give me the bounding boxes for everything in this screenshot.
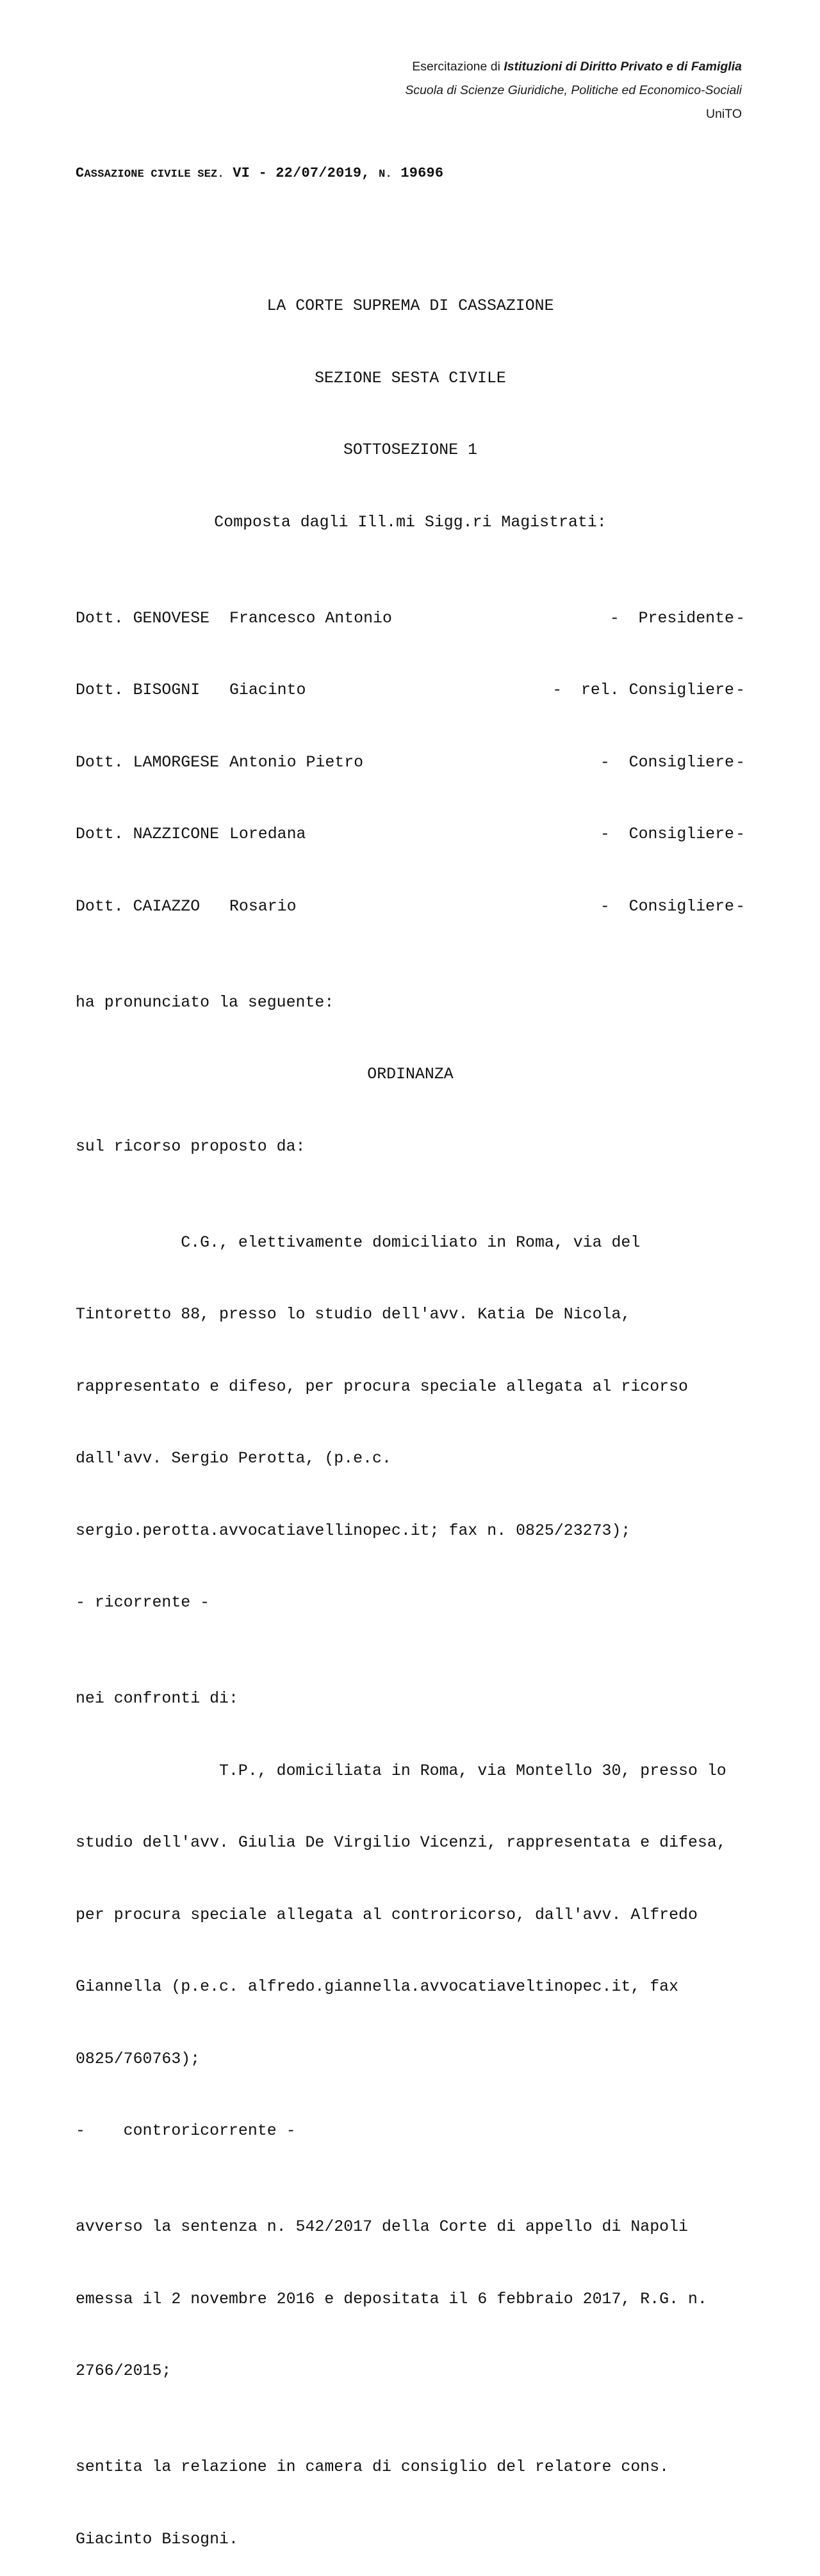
judge-end-dash: - [735, 681, 745, 699]
ordinance-heading: ORDINANZA [367, 1065, 454, 1083]
case-section-date: VI - 22/07/2019, [233, 165, 370, 181]
judge-title-surname [76, 751, 219, 775]
hearing-line: sentita la relazione in camera di consiglio del relatore cons. [76, 2458, 669, 2476]
judge-row [76, 823, 745, 847]
judge-surname: NAZZICONE [133, 825, 220, 843]
judge-surname: LAMORGESE [133, 753, 220, 772]
judge-first-name: Rosario [229, 897, 297, 916]
against-sentence-line: avverso la sentenza n. 542/2017 della Corte di appello di Napoli [76, 2218, 688, 2236]
appellant-text-line: sergio.perotta.avvocatiavellinopec.it; fax n. 0825/23273); [76, 1521, 631, 1540]
judge-title-surname [76, 895, 200, 919]
course-name: Istituzioni di Diritto Privato e di Famiglia [504, 60, 742, 74]
judge-end-dash: - [735, 897, 745, 916]
judge-surname: CAIAZZO [133, 897, 201, 916]
case-number: 19696 [400, 165, 444, 181]
judge-role: - Presidente [609, 609, 734, 628]
judge-role: - Consigliere [600, 897, 734, 916]
appellant-text-line: dall'avv. Sergio Perotta, (p.e.c. [76, 1450, 391, 1468]
respondent-text-line: 0825/760763); [76, 2050, 201, 2068]
composition-line: Composta dagli Ill.mi Sigg.ri Magistrati: [214, 513, 607, 531]
university-line: UniTO [706, 107, 742, 121]
respondent-text-line: per procura speciale allegata al controricorso, dall'avv. Alfredo [76, 1906, 698, 1924]
judge-row [76, 607, 745, 631]
judge-row [76, 895, 745, 919]
judge-first-name: Francesco Antonio [229, 609, 392, 628]
judge-title: Dott. [76, 897, 124, 916]
appellant-role: - ricorrente - [76, 1594, 210, 1612]
judge-title: Dott. [76, 753, 124, 772]
judge-title-surname [76, 607, 209, 631]
court-subsection: SOTTOSEZIONE 1 [343, 441, 478, 459]
respondent-text-line: T.P., domiciliata in Roma, via Montello 30, presso lo [76, 1762, 726, 1780]
judge-first-name: Antonio Pietro [229, 753, 364, 772]
judge-end-dash: - [735, 753, 745, 772]
ordinance-document [76, 247, 745, 2576]
judge-title: Dott. [76, 609, 124, 628]
judge-first-name: Loredana [229, 825, 306, 843]
judge-role: - rel. Consigliere [552, 681, 734, 699]
respondent-text-line: Giannella (p.e.c. alfredo.giannella.avvocatiaveltinopec.it, fax [76, 1978, 679, 1996]
case-number-label: N. [379, 168, 392, 181]
judge-row [76, 679, 745, 703]
respondent-role: - controricorrente - [76, 2122, 296, 2140]
judge-surname: GENOVESE [133, 609, 210, 628]
judge-surname: BISOGNI [133, 681, 201, 699]
judge-end-dash: - [735, 825, 745, 843]
judge-role: - Consigliere [600, 753, 734, 772]
judge-role: - Consigliere [600, 825, 734, 843]
course-prefix: Esercitazione di [412, 60, 504, 74]
hearing-line: Giacinto Bisogni. [76, 2530, 238, 2548]
case-label-cap: C [76, 165, 85, 181]
pronounced-line: ha pronunciato la seguente: [76, 993, 334, 1012]
appellant-text-line: Tintoretto 88, presso lo studio dell'avv. Katia De Nicola, [76, 1306, 631, 1324]
against-line: nei confronti di: [76, 1690, 238, 1708]
judge-title-surname [76, 679, 200, 703]
respondent-text-line: studio dell'avv. Giulia De Virgilio Vicenzi, rappresentata e difesa, [76, 1834, 726, 1852]
judge-title: Dott. [76, 825, 124, 843]
judge-title: Dott. [76, 681, 124, 699]
document-header [405, 55, 742, 126]
court-name: LA CORTE SUPREMA DI CASSAZIONE [266, 297, 554, 315]
appellant-text-line: rappresentato e difeso, per procura speciale allegata al ricorso [76, 1377, 688, 1396]
judge-end-dash: - [735, 609, 745, 628]
case-title [76, 165, 443, 181]
judge-first-name: Giacinto [229, 681, 306, 699]
school-line: Scuola di Scienze Giuridiche, Politiche ed Economico-Sociali [405, 83, 742, 97]
against-sentence-line: emessa il 2 novembre 2016 e depositata il 6 febbraio 2017, R.G. n. [76, 2290, 707, 2308]
proposed-by-line: sul ricorso proposto da: [76, 1137, 306, 1156]
judge-row [76, 751, 745, 775]
court-section: SEZIONE SESTA CIVILE [315, 369, 506, 387]
against-sentence-line: 2766/2015; [76, 2362, 172, 2380]
appellant-text-line: C.G., elettivamente domiciliato in Roma, via del [76, 1233, 641, 1252]
case-label-smallcaps: ASSAZIONE CIVILE SEZ. [84, 168, 224, 181]
course-line [405, 55, 742, 79]
judge-title-surname [76, 823, 219, 847]
